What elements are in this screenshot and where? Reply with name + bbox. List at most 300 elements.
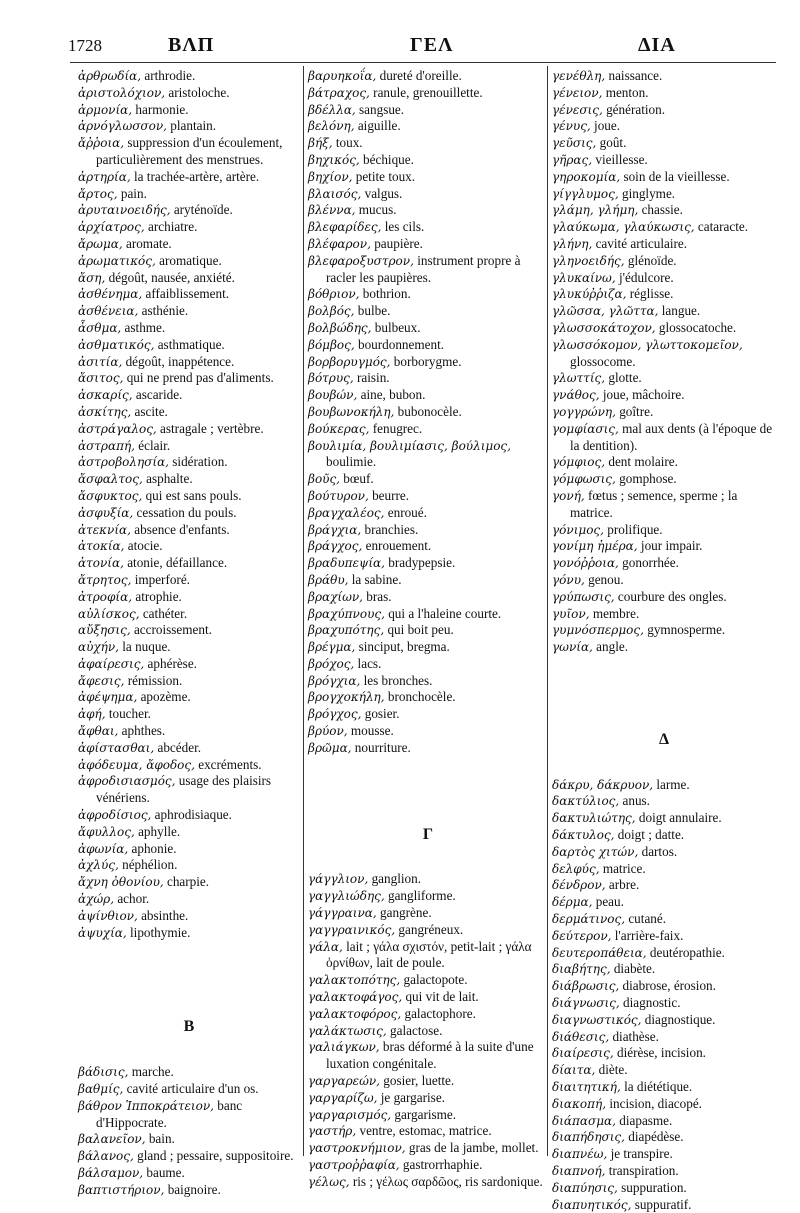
- french-definition: transpiration.: [605, 1163, 679, 1179]
- dictionary-entry: [308, 1039, 548, 1073]
- dictionary-entry: [78, 857, 300, 874]
- greek-term: βρόγχος,: [308, 707, 362, 722]
- dictionary-entry: [308, 656, 548, 673]
- greek-term: βούκερας,: [308, 421, 370, 436]
- french-definition: ascite.: [131, 403, 168, 419]
- dictionary-entry: [308, 186, 548, 203]
- greek-term: γονόῤῥοια,: [552, 556, 619, 571]
- greek-term: βρῶμα,: [308, 740, 352, 755]
- french-definition: gras de la jambe, mollet.: [405, 1140, 539, 1156]
- dictionary-entry: [78, 538, 300, 555]
- dictionary-entry: [552, 877, 776, 894]
- dictionary-entry: [78, 606, 300, 623]
- french-definition: réglisse.: [626, 286, 674, 302]
- column-2: [308, 68, 548, 1191]
- dictionary-entry: [308, 202, 548, 219]
- greek-term: ἀχώρ,: [78, 892, 115, 907]
- dictionary-entry: [308, 589, 548, 606]
- dictionary-entry: [308, 673, 548, 690]
- greek-term: βρογχοκήλη,: [308, 690, 385, 705]
- french-definition: langue.: [658, 303, 701, 319]
- dictionary-entry: [552, 995, 776, 1012]
- greek-term: δευτεροπάθεια,: [552, 945, 647, 960]
- greek-term: γαργαρίζω,: [308, 1090, 378, 1105]
- greek-term: ἀφροδισιασμός,: [78, 774, 176, 789]
- greek-term: γόμφιος,: [552, 455, 606, 470]
- dictionary-entry: [308, 286, 548, 303]
- french-definition: petite toux.: [352, 168, 416, 184]
- greek-term: ἄσφαλτος,: [78, 472, 143, 487]
- dictionary-entry: [552, 337, 776, 371]
- french-definition: paupière.: [370, 235, 423, 251]
- french-definition: gastrorrhaphie.: [399, 1157, 483, 1173]
- dictionary-entry: [78, 555, 300, 572]
- greek-term: διαπνοή,: [552, 1164, 606, 1179]
- french-definition: diabète.: [610, 961, 656, 977]
- greek-term: βόθριον,: [308, 287, 360, 302]
- greek-term: ἄσιτος,: [78, 371, 124, 386]
- dictionary-entry: [552, 370, 776, 387]
- french-definition: astragale ; vertèbre.: [156, 420, 264, 436]
- greek-term: γλωττίς,: [552, 371, 606, 386]
- french-definition: néphélion.: [118, 857, 178, 873]
- french-definition: toucher.: [105, 706, 151, 722]
- dictionary-entry: [78, 186, 300, 203]
- greek-term: γλῶσσα, γλῶττα,: [552, 304, 659, 319]
- greek-term: διαιτητική,: [552, 1080, 621, 1095]
- dictionary-entry: [552, 555, 776, 572]
- french-definition: diathèse.: [609, 1028, 659, 1044]
- header-center: ΓΕΛ: [410, 34, 454, 56]
- greek-term: γαλακτοπότης,: [308, 973, 401, 988]
- greek-term: βραχίων,: [308, 589, 363, 604]
- dictionary-entry: [308, 438, 548, 472]
- french-definition: toux.: [332, 135, 363, 151]
- greek-term: γόνιμος,: [552, 522, 604, 537]
- dictionary-entry: [308, 972, 548, 989]
- greek-term: γλυκύῤῥιζα,: [552, 287, 627, 302]
- greek-term: γλήνη,: [552, 236, 593, 251]
- greek-term: βλέννα,: [308, 203, 356, 218]
- dictionary-entry: [78, 622, 300, 639]
- greek-term: βορβορυγμός,: [308, 354, 391, 369]
- french-definition: diabrose, érosion.: [619, 978, 716, 994]
- french-definition: suppuratif.: [631, 1196, 692, 1212]
- greek-term: γόνυ,: [552, 572, 585, 587]
- dictionary-entry: [78, 807, 300, 824]
- greek-term: γονή,: [552, 488, 585, 503]
- french-definition: diapédèse.: [624, 1129, 684, 1145]
- french-definition: glossocatoche.: [655, 319, 737, 335]
- greek-term: ἄῤῥοια,: [78, 136, 125, 151]
- french-definition: lipothymie.: [126, 924, 191, 940]
- french-definition: asthme.: [121, 319, 166, 335]
- dictionary-entry: [552, 1197, 776, 1213]
- section-spacer: [552, 749, 776, 777]
- french-definition: marche.: [128, 1064, 174, 1080]
- greek-term: γαλιάγκων,: [308, 1040, 380, 1055]
- greek-term: διάπασμα,: [552, 1113, 616, 1128]
- french-definition: glénoïde.: [624, 252, 677, 268]
- greek-term: γρύπωσις,: [552, 589, 615, 604]
- dictionary-entry: [308, 354, 548, 371]
- greek-term: δένδρον,: [552, 878, 606, 893]
- greek-term: βότρυς,: [308, 371, 354, 386]
- dictionary-entry: [552, 454, 776, 471]
- french-definition: atocie.: [124, 538, 163, 554]
- dictionary-entry: [552, 589, 776, 606]
- dictionary-entry: [308, 989, 548, 1006]
- dictionary-entry: [308, 740, 548, 757]
- french-definition: pain.: [117, 185, 147, 201]
- dictionary-entry: [78, 202, 300, 219]
- greek-term: γυμνόσπερμος,: [552, 623, 644, 638]
- section-spacer: [308, 843, 548, 871]
- french-definition: usage des plaisirs vénériens.: [96, 773, 272, 806]
- dictionary-entry: [552, 606, 776, 623]
- greek-term: δερμάτινος,: [552, 912, 626, 927]
- greek-term: ἀσθένημα,: [78, 287, 143, 302]
- dictionary-entry: [308, 471, 548, 488]
- french-definition: anus.: [619, 793, 650, 809]
- dictionary-entry: [78, 874, 300, 891]
- dictionary-entry: [78, 505, 300, 522]
- greek-term: βαρυηκοΐα,: [308, 69, 377, 83]
- french-definition: aphérèse.: [144, 655, 197, 671]
- greek-term: αὔξησις,: [78, 623, 131, 638]
- section-spacer: [78, 941, 300, 1019]
- dictionary-entry: [308, 102, 548, 119]
- greek-term: ἀφίστασθαι,: [78, 740, 155, 755]
- greek-term: γαλακτοφάγος,: [308, 990, 403, 1005]
- greek-term: βάλανος,: [78, 1149, 134, 1164]
- greek-term: ἆσθμα,: [78, 320, 122, 335]
- dictionary-entry: [78, 589, 300, 606]
- dictionary-entry: [308, 905, 548, 922]
- greek-term: βραγχαλέος,: [308, 505, 385, 520]
- dictionary-entry: [552, 85, 776, 102]
- greek-term: διαγνωστικός,: [552, 1012, 642, 1027]
- greek-term: βλέφαρον,: [308, 236, 371, 251]
- greek-term: βράθυ,: [308, 572, 349, 587]
- greek-term: γῆρας,: [552, 152, 593, 167]
- greek-term: ἀχλύς,: [78, 858, 119, 873]
- greek-term: ἄχνη ὀθονίου,: [78, 875, 164, 890]
- greek-term: βρέγμα,: [308, 640, 356, 655]
- dictionary-entry: [552, 421, 776, 455]
- dictionary-entry: [552, 793, 776, 810]
- french-definition: deutéropathie.: [646, 944, 725, 960]
- greek-term: ἄρωμα,: [78, 236, 123, 251]
- french-definition: je transpire.: [607, 1146, 673, 1162]
- french-definition: doigt annulaire.: [635, 810, 722, 826]
- dictionary-entry: [552, 202, 776, 219]
- dictionary-entry: [78, 102, 300, 119]
- french-definition: excréments.: [194, 756, 262, 772]
- french-definition: peau.: [592, 894, 624, 910]
- greek-term: γαγγραινικός,: [308, 922, 396, 937]
- section-spacer: [78, 1036, 300, 1064]
- dictionary-entry: [78, 925, 300, 942]
- greek-term: ἀρνόγλωσσον,: [78, 119, 167, 134]
- dictionary-entry: [78, 404, 300, 421]
- greek-term: βράγχος,: [308, 539, 363, 554]
- french-definition: archiatre.: [144, 219, 198, 235]
- french-definition: ranule, grenouillette.: [369, 84, 483, 100]
- greek-term: βράγχια,: [308, 522, 362, 537]
- greek-term: δάκτυλος,: [552, 828, 615, 843]
- greek-term: γάγγραινα,: [308, 906, 377, 921]
- greek-term: ἀψυχία,: [78, 925, 127, 940]
- dictionary-entry: [308, 337, 548, 354]
- french-definition: affaiblissement.: [142, 286, 230, 302]
- french-definition: boulimie.: [326, 454, 377, 470]
- french-definition: borborygme.: [390, 353, 462, 369]
- french-definition: ventre, estomac, matrice.: [356, 1123, 492, 1139]
- dictionary-entry: [78, 488, 300, 505]
- dictionary-entry: [552, 1180, 776, 1197]
- greek-term: γηροκομία,: [552, 169, 621, 184]
- french-definition: branchies.: [361, 521, 419, 537]
- french-definition: dartos.: [638, 843, 678, 859]
- dictionary-entry: [308, 68, 548, 85]
- dictionary-entry: [308, 606, 548, 623]
- french-definition: génération.: [602, 101, 666, 117]
- french-definition: galactopote.: [400, 972, 468, 988]
- french-definition: cessation du pouls.: [133, 504, 237, 520]
- french-definition: bulbeux.: [371, 319, 421, 335]
- dictionary-entry: [552, 522, 776, 539]
- greek-term: ἀρυταινοειδής,: [78, 203, 171, 218]
- french-definition: incision, diacopé.: [606, 1095, 702, 1111]
- greek-term: βήξ,: [308, 136, 333, 151]
- french-definition: asphalte.: [142, 471, 193, 487]
- dictionary-entry: [78, 370, 300, 387]
- dictionary-entry: [308, 320, 548, 337]
- french-definition: dent molaire.: [605, 454, 678, 470]
- greek-term: γένειον,: [552, 85, 603, 100]
- french-definition: les bronches.: [360, 672, 433, 688]
- greek-term: βάδισις,: [78, 1065, 129, 1080]
- french-definition: baignoire.: [164, 1181, 221, 1197]
- french-definition: gymnosperme.: [643, 622, 726, 638]
- french-definition: l'arrière-faix.: [611, 927, 684, 943]
- french-definition: arbre.: [605, 877, 640, 893]
- french-definition: atrophie.: [132, 588, 182, 604]
- greek-term: ἄφθαι,: [78, 724, 119, 739]
- greek-term: δακτυλιώτης,: [552, 811, 636, 826]
- french-definition: diète.: [595, 1062, 628, 1078]
- dictionary-entry: [552, 68, 776, 85]
- greek-term: ἀφροδίσιος,: [78, 808, 152, 823]
- greek-term: ἀστροβολησία,: [78, 455, 169, 470]
- greek-term: ἀσθματικός,: [78, 337, 155, 352]
- greek-term: βηχίον,: [308, 169, 353, 184]
- french-definition: doigt ; datte.: [614, 827, 685, 843]
- greek-term: ἀριστολόχιον,: [78, 85, 166, 100]
- dictionary-entry: [552, 945, 776, 962]
- dictionary-entry: [78, 303, 300, 320]
- greek-term: γένεσις,: [552, 102, 603, 117]
- dictionary-entry: [308, 723, 548, 740]
- dictionary-entry: [78, 387, 300, 404]
- dictionary-entry: [552, 572, 776, 589]
- dictionary-entry: [308, 404, 548, 421]
- dictionary-entry: [308, 522, 548, 539]
- greek-term: βαλανεῖον,: [78, 1132, 146, 1147]
- french-definition: les cils.: [381, 219, 425, 235]
- greek-term: δεύτερον,: [552, 928, 612, 943]
- french-definition: ascaride.: [132, 387, 183, 403]
- dictionary-entry: [78, 1081, 300, 1098]
- dictionary-entry: [308, 219, 548, 236]
- dictionary-entry: [552, 118, 776, 135]
- greek-term: βραδυπεψία,: [308, 556, 385, 571]
- french-definition: bain.: [145, 1131, 175, 1147]
- french-definition: je gargarise.: [377, 1089, 445, 1105]
- dictionary-entry: [78, 421, 300, 438]
- dictionary-entry: [552, 303, 776, 320]
- french-definition: absence d'enfants.: [130, 521, 230, 537]
- french-definition: diagnostique.: [641, 1011, 716, 1027]
- french-definition: qui boit peu.: [384, 622, 454, 638]
- greek-term: ἀρωματικός,: [78, 253, 156, 268]
- greek-term: δαρτὸς χιτών,: [552, 844, 639, 859]
- dictionary-entry: [78, 354, 300, 371]
- greek-term: γλάμη, γλήμη,: [552, 203, 639, 218]
- dictionary-entry: [78, 169, 300, 186]
- french-definition: aryténoïde.: [170, 202, 233, 218]
- dictionary-entry: [78, 572, 300, 589]
- french-definition: cutané.: [625, 911, 667, 927]
- dictionary-entry: [78, 320, 300, 337]
- dictionary-entry: [552, 810, 776, 827]
- greek-term: διαπύησις,: [552, 1180, 618, 1195]
- french-definition: soin de la vieillesse.: [620, 168, 730, 184]
- french-definition: goître.: [615, 403, 654, 419]
- greek-term: γεῦσις,: [552, 136, 597, 151]
- greek-term: γαστροκνήμιον,: [308, 1141, 406, 1156]
- greek-term: ἄσφυκτος,: [78, 488, 143, 503]
- dictionary-entry: [78, 522, 300, 539]
- greek-term: βαπτιστήριον,: [78, 1182, 165, 1197]
- section-heading: Γ: [422, 825, 434, 843]
- greek-term: δίαιτα,: [552, 1063, 596, 1078]
- greek-term: βουλιμία, βουλιμίασις, βούλιμος,: [308, 438, 511, 453]
- french-definition: larme.: [653, 776, 690, 792]
- greek-term: ἀφωνία,: [78, 841, 129, 856]
- greek-term: διάθεσις,: [552, 1029, 610, 1044]
- dictionary-entry: [552, 622, 776, 639]
- french-definition: asthmatique.: [154, 336, 225, 352]
- greek-term: γονίμη ἡμέρα,: [552, 539, 638, 554]
- french-definition: gomphose.: [615, 471, 677, 487]
- greek-term: διάβρωσις,: [552, 979, 620, 994]
- header-rule: [70, 62, 776, 63]
- french-definition: dégoût, nausée, anxiété.: [105, 269, 235, 285]
- greek-term: διάγνωσις,: [552, 996, 620, 1011]
- french-definition: qui a l'haleine courte.: [384, 605, 502, 621]
- dictionary-entry: [552, 777, 776, 794]
- dictionary-entry: [308, 689, 548, 706]
- greek-term: ἀρθρωδία,: [78, 69, 142, 83]
- greek-term: γυῖον,: [552, 606, 590, 621]
- dictionary-entry: [308, 572, 548, 589]
- greek-term: βραχύπνους,: [308, 606, 385, 621]
- french-definition: ginglyme.: [618, 185, 676, 201]
- french-definition: dégoût, inappétence.: [122, 353, 235, 369]
- greek-term: διαβήτης,: [552, 962, 611, 977]
- french-definition: gangliforme.: [384, 888, 456, 904]
- french-definition: gosier, luette.: [380, 1073, 455, 1089]
- french-definition: beurre.: [368, 487, 410, 503]
- greek-term: γόμφωσις,: [552, 472, 616, 487]
- dictionary-entry: [552, 471, 776, 488]
- french-definition: qui est sans pouls.: [142, 487, 242, 503]
- dictionary-entry: [78, 118, 300, 135]
- dictionary-entry: [308, 1174, 548, 1191]
- greek-term: ἀψίνθιον,: [78, 908, 138, 923]
- dictionary-entry: [552, 320, 776, 337]
- french-definition: banc d'Hippocrate.: [96, 1097, 243, 1130]
- header-right: ΔΙΑ: [638, 34, 676, 56]
- dictionary-entry: [308, 303, 548, 320]
- greek-term: βραχυπότης,: [308, 623, 385, 638]
- dictionary-entry: [308, 888, 548, 905]
- greek-term: ἀσκίτης,: [78, 404, 132, 419]
- french-definition: vieillesse.: [592, 151, 648, 167]
- french-definition: bothrion.: [359, 286, 411, 302]
- dictionary-entry: [552, 911, 776, 928]
- dictionary-entry: [308, 1023, 548, 1040]
- greek-term: δελφύς,: [552, 861, 600, 876]
- french-definition: bubonocèle.: [394, 403, 462, 419]
- french-definition: enrouement.: [362, 538, 432, 554]
- french-definition: chassie.: [638, 202, 683, 218]
- greek-term: ἀφέψημα,: [78, 690, 138, 705]
- dictionary-entry: [78, 286, 300, 303]
- greek-term: βλεφαρίδες,: [308, 220, 382, 235]
- french-definition: la nuque.: [118, 639, 171, 655]
- french-definition: harmonie.: [132, 101, 189, 117]
- dictionary-entry: [552, 961, 776, 978]
- dictionary-entry: [552, 1113, 776, 1130]
- french-definition: aristoloche.: [165, 84, 230, 100]
- dictionary-entry: [552, 219, 776, 236]
- french-definition: aromatique.: [155, 252, 222, 268]
- french-definition: ris ; γέλως σαρδῶος, ris sardonique.: [349, 1173, 543, 1189]
- french-definition: cavité articulaire.: [592, 235, 688, 251]
- dictionary-entry: [308, 135, 548, 152]
- french-definition: gland ; pessaire, suppositoire.: [133, 1148, 294, 1164]
- greek-term: γενέθλη,: [552, 69, 606, 83]
- greek-term: γομφίασις,: [552, 421, 619, 436]
- dictionary-entry: [308, 169, 548, 186]
- greek-term: ἀστράγαλος,: [78, 421, 157, 436]
- dictionary-entry: [552, 978, 776, 995]
- dictionary-entry: [552, 1163, 776, 1180]
- dictionary-entry: [78, 85, 300, 102]
- greek-term: ἄτρητος,: [78, 572, 132, 587]
- french-definition: raisin.: [353, 370, 390, 386]
- greek-term: γαγγλιώδης,: [308, 889, 385, 904]
- greek-term: γληνοειδής,: [552, 253, 625, 268]
- greek-term: ἁρμονία,: [78, 102, 133, 117]
- dictionary-entry: [78, 438, 300, 455]
- dictionary-entry: [78, 740, 300, 757]
- dictionary-entry: [552, 102, 776, 119]
- dictionary-entry: [308, 1073, 548, 1090]
